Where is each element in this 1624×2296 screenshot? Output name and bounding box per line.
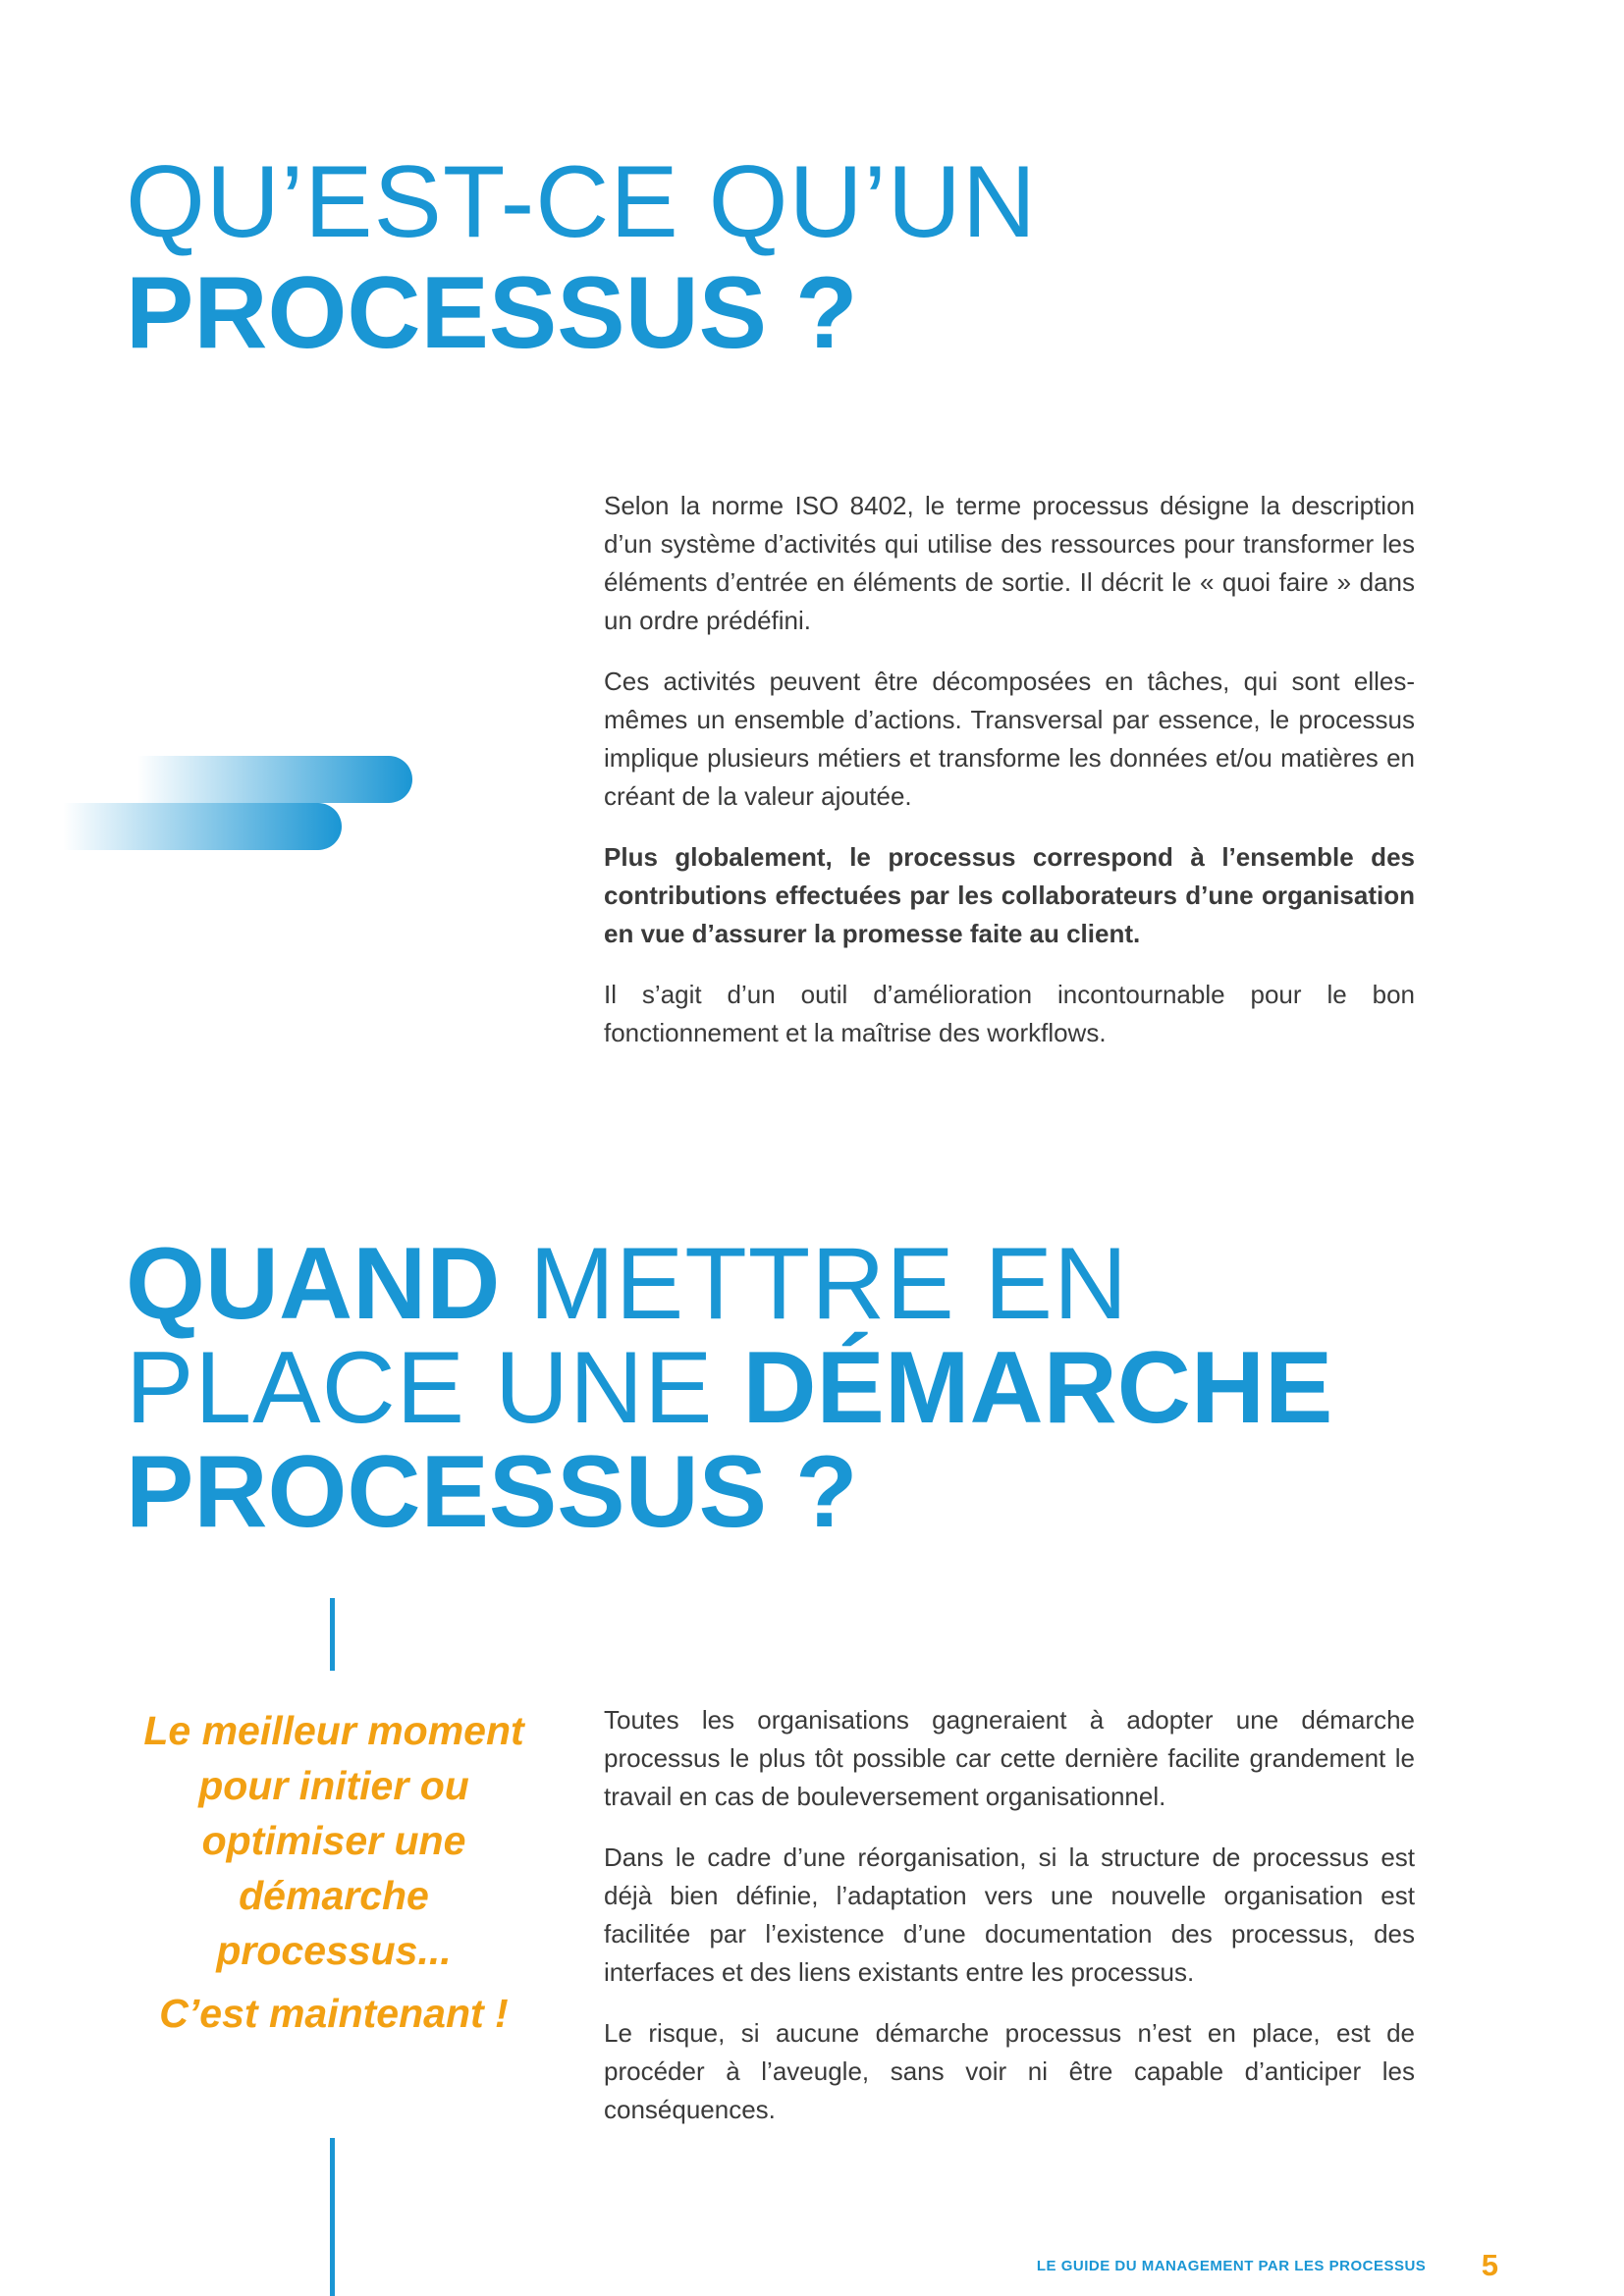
pull-quote-end: C’est maintenant ! [159, 1991, 509, 2036]
pull-quote [128, 1703, 540, 2049]
section1-paragraph-bold: Plus globalement, le processus correspond à l’ensemble des contributions effectuées par les collaborateurs d’une organisation en vue d’assurer la promesse faite au client. [604, 842, 1415, 948]
section1-paragraph: Ces activités peuvent être décomposées en tâches, qui sont elles-mêmes un ensemble d’actions. Transversal par essence, le processus implique plusieurs métiers et transforme les données et/ou matières en créant de la valeur ajoutée. [604, 667, 1415, 811]
section1-paragraph: Il s’agit d’un outil d’amélioration incontournable pour le bon fonctionnement et la maîtrise des workflows. [604, 980, 1415, 1047]
section1-title-line1: QU’EST-CE QU’UN [126, 145, 1037, 259]
section2-title-place: PLACE UNE [126, 1331, 743, 1445]
footer-guide-title: LE GUIDE DU MANAGEMENT PAR LES PROCESSUS [1036, 2257, 1427, 2274]
decorative-stripe-bottom [63, 803, 342, 850]
section2-body [604, 1701, 1415, 2152]
section1-title-line2: PROCESSUS ? [126, 256, 858, 370]
section2-title [126, 1227, 1333, 1549]
section2-title-mettre: METTRE EN [500, 1227, 1129, 1341]
quote-divider-bottom [330, 2138, 335, 2296]
decorative-stripe-top [137, 756, 412, 803]
pull-quote-main: Le meilleur moment pour initier ou optimiser une démarche processus... [143, 1708, 524, 1973]
section2-title-demarche: DÉMARCHE [742, 1331, 1333, 1445]
section2-title-quand: QUAND [126, 1227, 501, 1341]
quote-divider-top [330, 1598, 335, 1671]
page-number: 5 [1481, 2248, 1498, 2282]
section1-paragraph: Selon la norme ISO 8402, le terme processus désigne la description d’un système d’activités qui utilise des ressources pour transformer les éléments d’entrée en éléments de sortie. Il décrit le « quoi faire » dans un ordre prédéfini. [604, 491, 1415, 635]
section2-paragraph: Le risque, si aucune démarche processus n’est en place, est de procéder à l’aveugle, sans voir ni être capable d’anticiper les conséquences. [604, 2018, 1415, 2124]
section2-paragraph: Dans le cadre d’une réorganisation, si la structure de processus est déjà bien définie, l’adaptation vers une nouvelle organisation est facilitée par l’existence d’une documentation des processus, des interfaces et des liens existants entre les processus. [604, 1842, 1415, 1987]
section2-title-processus: PROCESSUS ? [126, 1435, 858, 1549]
page-footer [1037, 2248, 1498, 2283]
section2-paragraph: Toutes les organisations gagneraient à adopter une démarche processus le plus tôt possible car cette dernière facilite grandement le travail en cas de bouleversement organisationnel. [604, 1705, 1415, 1811]
section1-body [604, 487, 1415, 1075]
section1-title [126, 147, 1037, 369]
